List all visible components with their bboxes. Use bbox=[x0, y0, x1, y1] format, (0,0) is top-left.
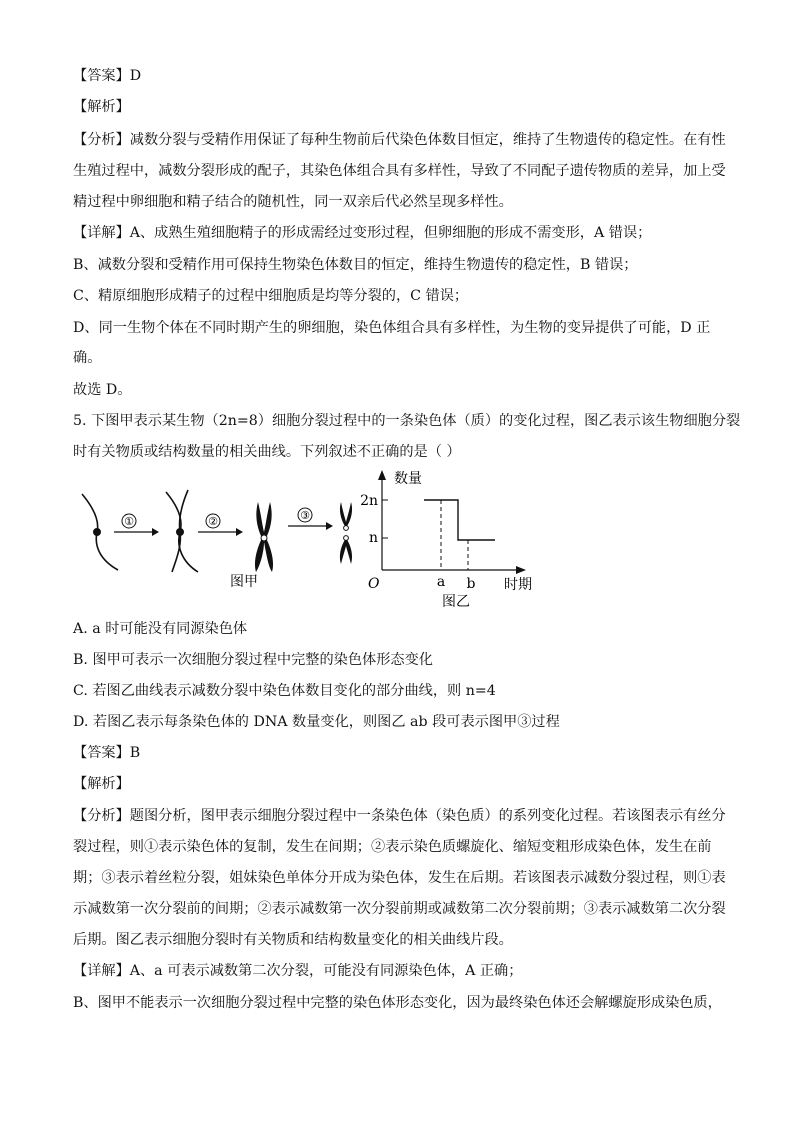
analysis-text-line: 期；③表示着丝粒分裂，姐妹染色单体分开成为染色体，发生在后期。若该图表示减数分裂过程，则①表 bbox=[73, 870, 726, 886]
analysis-text-line: 裂过程，则①表示染色体的复制，发生在间期；②表示染色质螺旋化、缩短变粗形成染色体，发生在前 bbox=[73, 839, 712, 855]
answer-line: 【答案】D bbox=[73, 68, 142, 84]
y-axis-arrow-icon bbox=[378, 470, 386, 480]
x-tick-a: a bbox=[436, 574, 446, 590]
x-axis-arrow-icon bbox=[516, 566, 526, 574]
duplicated-chromosome-icon bbox=[166, 490, 198, 572]
detail-text-line: B、减数分裂和受精作用可保持生物染色体数目的恒定，维持生物遗传的稳定性，B 错误； bbox=[73, 257, 638, 273]
figure-yi-chart bbox=[360, 470, 532, 610]
figure-area bbox=[70, 462, 540, 612]
y-tick-n: n bbox=[368, 530, 378, 546]
figure-jia-label: 图甲 bbox=[230, 574, 258, 590]
step-1-label: ① bbox=[124, 515, 134, 528]
step-1-arrow-icon bbox=[114, 514, 159, 536]
step-3-label: ③ bbox=[300, 509, 310, 522]
step-3-arrow-icon bbox=[288, 508, 333, 530]
data-line bbox=[424, 500, 495, 540]
y-tick-2n: 2n bbox=[360, 493, 378, 509]
origin-label: O bbox=[368, 576, 380, 592]
conclusion-line: 故选 D。 bbox=[73, 382, 132, 398]
analysis-text-line: 生殖过程中，减数分裂形成的配子，其染色体组合具有多样性，导致了不同配子遗传物质的差异，加上受 bbox=[73, 163, 726, 179]
detail-text-line: 确。 bbox=[73, 350, 102, 366]
option-a: A. a 时可能没有同源染色体 bbox=[73, 621, 248, 637]
step-2-arrow-icon bbox=[198, 514, 243, 536]
analysis-text-line: 后期。图乙表示细胞分裂时有关物质和结构数量变化的相关曲线片段。 bbox=[73, 932, 513, 948]
detail-text-line: 【详解】A、a 可表示减数第二次分裂，可能没有同源染色体，A 正确； bbox=[73, 963, 523, 979]
step-2-label: ② bbox=[208, 515, 218, 528]
detail-text-line: D、同一生物个体在不同时期产生的卵细胞，染色体组合具有多样性，为生物的变异提供了可能，D 正 bbox=[73, 320, 711, 336]
figure-yi-label: 图乙 bbox=[442, 594, 470, 610]
option-c: C. 若图乙曲线表示减数分裂中染色体数目变化的部分曲线，则 n=4 bbox=[73, 683, 496, 699]
y-axis-label: 数量 bbox=[394, 471, 422, 487]
separated-chromatids-icon bbox=[340, 502, 352, 564]
analysis-text-line: 精过程中卵细胞和精子结合的随机性，同一双亲后代必然呈现多样性。 bbox=[73, 194, 513, 210]
analysis-heading: 【解析】 bbox=[73, 99, 130, 115]
analysis-text-line: 【分析】减数分裂与受精作用保证了每种生物前后代染色体数目恒定，维持了生物遗传的稳定性。在有性 bbox=[73, 132, 726, 148]
detail-text-line: 【详解】A、成熟生殖细胞精子的形成需经过变形过程，但卵细胞的形成不需变形，A 错误； bbox=[73, 225, 652, 241]
answer-line: 【答案】B bbox=[73, 745, 141, 761]
option-d: D. 若图乙表示每条染色体的 DNA 数量变化，则图乙 ab 段可表示图甲③过程 bbox=[73, 714, 560, 730]
x-tick-b: b bbox=[466, 576, 476, 592]
figure-svg bbox=[70, 462, 540, 612]
condensed-chromosome-icon bbox=[255, 502, 273, 572]
question-stem-line: 5. 下图甲表示某生物（2n=8）细胞分裂过程中的一条染色体（质）的变化过程，图乙表示该生物细胞分裂 bbox=[73, 413, 741, 429]
analysis-text-line: 示减数第一次分裂前的间期；②表示减数第一次分裂前期或减数第二次分裂前期；③表示减数第二次分裂 bbox=[73, 901, 726, 917]
x-axis-label: 时期 bbox=[504, 577, 532, 593]
analysis-heading: 【解析】 bbox=[73, 776, 130, 792]
question-stem-line: 时有关物质或结构数量的相关曲线。下列叙述不正确的是（ ） bbox=[73, 444, 461, 460]
detail-text-line: B、图甲不能表示一次细胞分裂过程中完整的染色体形态变化，因为最终染色体还会解螺旋形成染色质， bbox=[73, 995, 722, 1011]
analysis-text-line: 【分析】题图分析，图甲表示细胞分裂过程中一条染色体（染色质）的系列变化过程。若该图表示有丝分 bbox=[73, 808, 726, 824]
option-b: B. 图甲可表示一次细胞分裂过程中完整的染色体形态变化 bbox=[73, 652, 433, 668]
detail-text-line: C、精原细胞形成精子的过程中细胞质是均等分裂的，C 错误； bbox=[73, 288, 469, 304]
chromosome-thread-icon bbox=[82, 494, 118, 570]
